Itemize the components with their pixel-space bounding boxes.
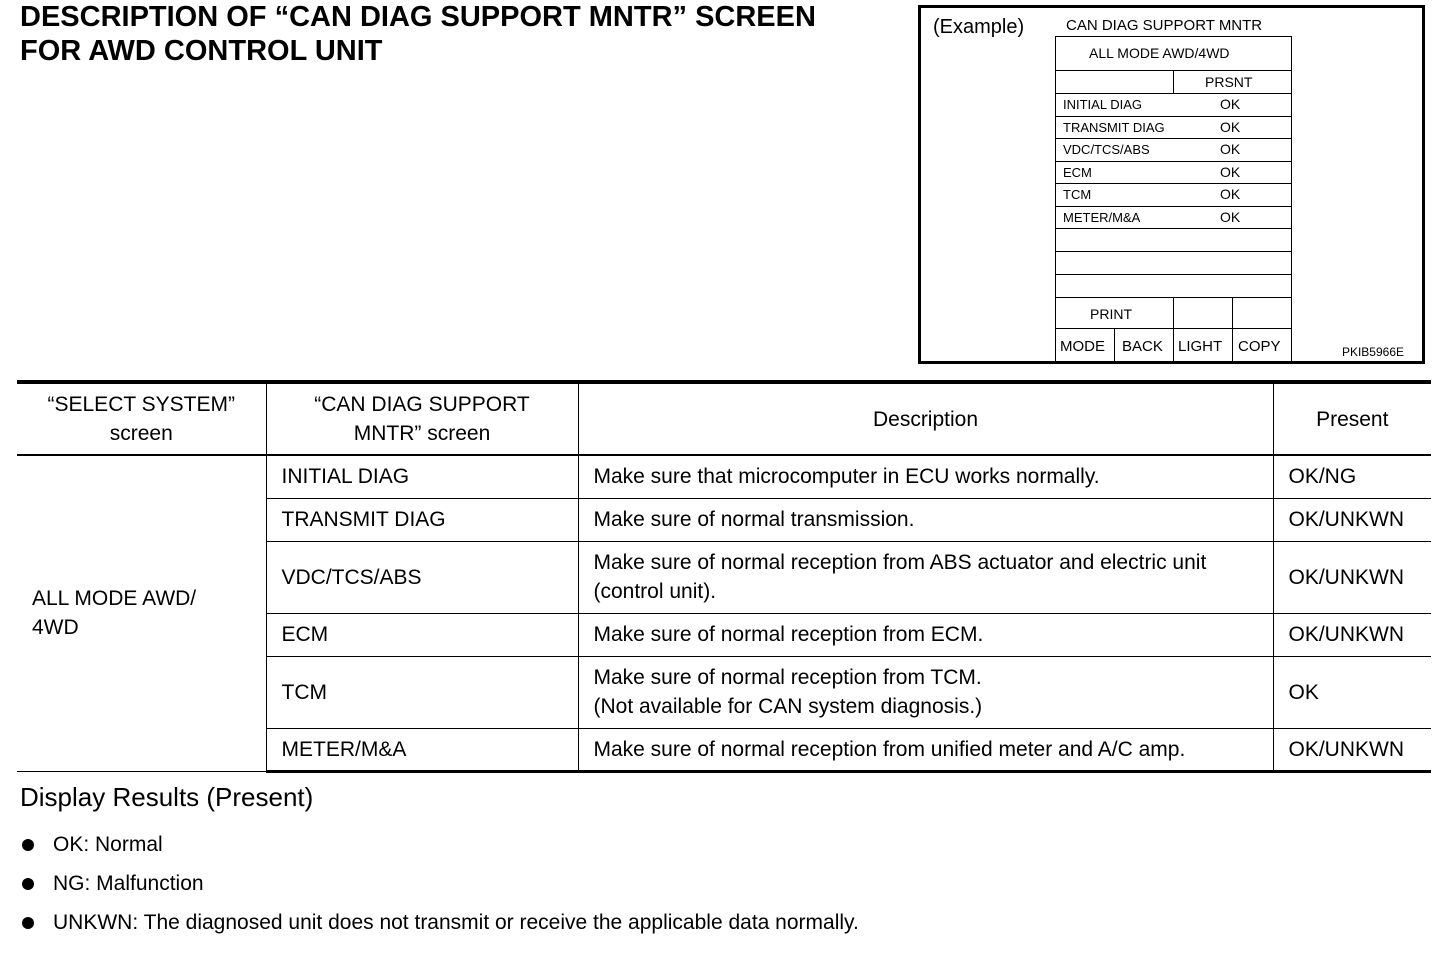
screen-row-value: OK [1220, 119, 1241, 135]
table-row [17, 455, 1431, 498]
results-item [20, 903, 859, 942]
example-screen-figure [918, 5, 1425, 364]
header-can-diag-line1: “CAN DIAG SUPPORT [314, 393, 530, 416]
display-results-section [20, 782, 859, 942]
results-title: Display Results (Present) [20, 782, 314, 812]
copy-button-label: COPY [1238, 338, 1281, 355]
desc-cell: Make sure of normal reception from ECM. [578, 613, 1273, 656]
screen-row-value: OK [1220, 164, 1241, 180]
desc-cell [578, 656, 1273, 728]
back-button-label: BACK [1122, 338, 1163, 355]
results-item-text: NG: Malfunction [53, 871, 204, 895]
desc-cell: Make sure of normal reception from unified meter and A/C amp. [578, 728, 1273, 771]
header-present: Present [1273, 382, 1431, 455]
item-cell: VDC/TCS/ABS [266, 541, 578, 613]
bullet-icon [22, 878, 34, 890]
header-can-diag-line2: MNTR” screen [353, 422, 491, 445]
figure-id: PKIB5966E [1341, 345, 1404, 359]
screen-title: CAN DIAG SUPPORT MNTR [1066, 17, 1263, 34]
item-cell: TCM [266, 656, 578, 728]
screen-empty-row [1055, 274, 1292, 298]
screen-row-name: INITIAL DIAG [1063, 97, 1142, 112]
desc-cell-line1: Make sure of normal reception from TCM. [593, 666, 982, 689]
table-header-row [17, 382, 1431, 455]
results-item [20, 825, 859, 864]
screen-empty-row [1055, 228, 1292, 252]
present-cell: OK/UNKWN [1273, 728, 1431, 771]
results-item [20, 864, 859, 903]
screen-row-name: TRANSMIT DIAG [1063, 120, 1165, 135]
blank-button[interactable] [1173, 297, 1233, 329]
present-cell: OK/NG [1273, 455, 1431, 498]
present-cell: OK/UNKWN [1273, 498, 1431, 541]
header-description: Description [578, 382, 1273, 455]
header-select-system-line2: screen [109, 422, 173, 445]
header-can-diag [266, 382, 578, 455]
header-select-system-line1: “SELECT SYSTEM” [47, 393, 235, 416]
screen-row-name: ECM [1063, 165, 1092, 180]
screen-row-name: METER/M&A [1063, 210, 1141, 225]
item-cell: ECM [266, 613, 578, 656]
description-table [17, 380, 1431, 773]
system-cell-line2: 4WD [32, 616, 79, 640]
screen-row-value: OK [1220, 96, 1241, 112]
title-line-1: DESCRIPTION OF “CAN DIAG SUPPORT MNTR” SCREEN [20, 1, 816, 33]
screen-prsnt-header: PRSNT [1205, 74, 1253, 90]
desc-cell: Make sure of normal reception from ABS actuator and electric unit (control unit). [578, 541, 1273, 613]
screen-row-value: OK [1220, 141, 1241, 157]
desc-cell-line2: (Not available for CAN system diagnosis.) [593, 695, 983, 718]
page-title [20, 0, 816, 68]
header-select-system [17, 382, 266, 455]
screen-row-name: TCM [1063, 187, 1092, 202]
screen-row-value: OK [1220, 209, 1241, 225]
item-cell: TRANSMIT DIAG [266, 498, 578, 541]
system-cell-line1: ALL MODE AWD/ [32, 587, 197, 611]
system-cell [17, 455, 266, 771]
item-cell: INITIAL DIAG [266, 455, 578, 498]
print-button-label: PRINT [1090, 306, 1132, 322]
screen-empty-row [1055, 251, 1292, 275]
item-cell: METER/M&A [266, 728, 578, 771]
screen-row-value: OK [1220, 186, 1241, 202]
mode-button-label: MODE [1060, 338, 1105, 355]
example-label: (Example) [933, 16, 1025, 38]
title-line-2: FOR AWD CONTROL UNIT [20, 35, 383, 67]
light-button-label: LIGHT [1178, 338, 1223, 355]
desc-cell: Make sure of normal transmission. [578, 498, 1273, 541]
bullet-icon [22, 839, 34, 851]
bullet-icon [22, 917, 34, 929]
present-cell: OK/UNKWN [1273, 613, 1431, 656]
present-cell: OK [1273, 656, 1431, 728]
screen-system-label: ALL MODE AWD/4WD [1089, 45, 1230, 61]
screen-row-name: VDC/TCS/ABS [1063, 142, 1150, 157]
desc-cell: Make sure that microcomputer in ECU works normally. [578, 455, 1273, 498]
results-item-text: UNKWN: The diagnosed unit does not transmit or receive the applicable data normally. [53, 910, 859, 934]
results-item-text: OK: Normal [53, 832, 163, 856]
blank-button[interactable] [1232, 297, 1292, 329]
present-cell: OK/UNKWN [1273, 541, 1431, 613]
